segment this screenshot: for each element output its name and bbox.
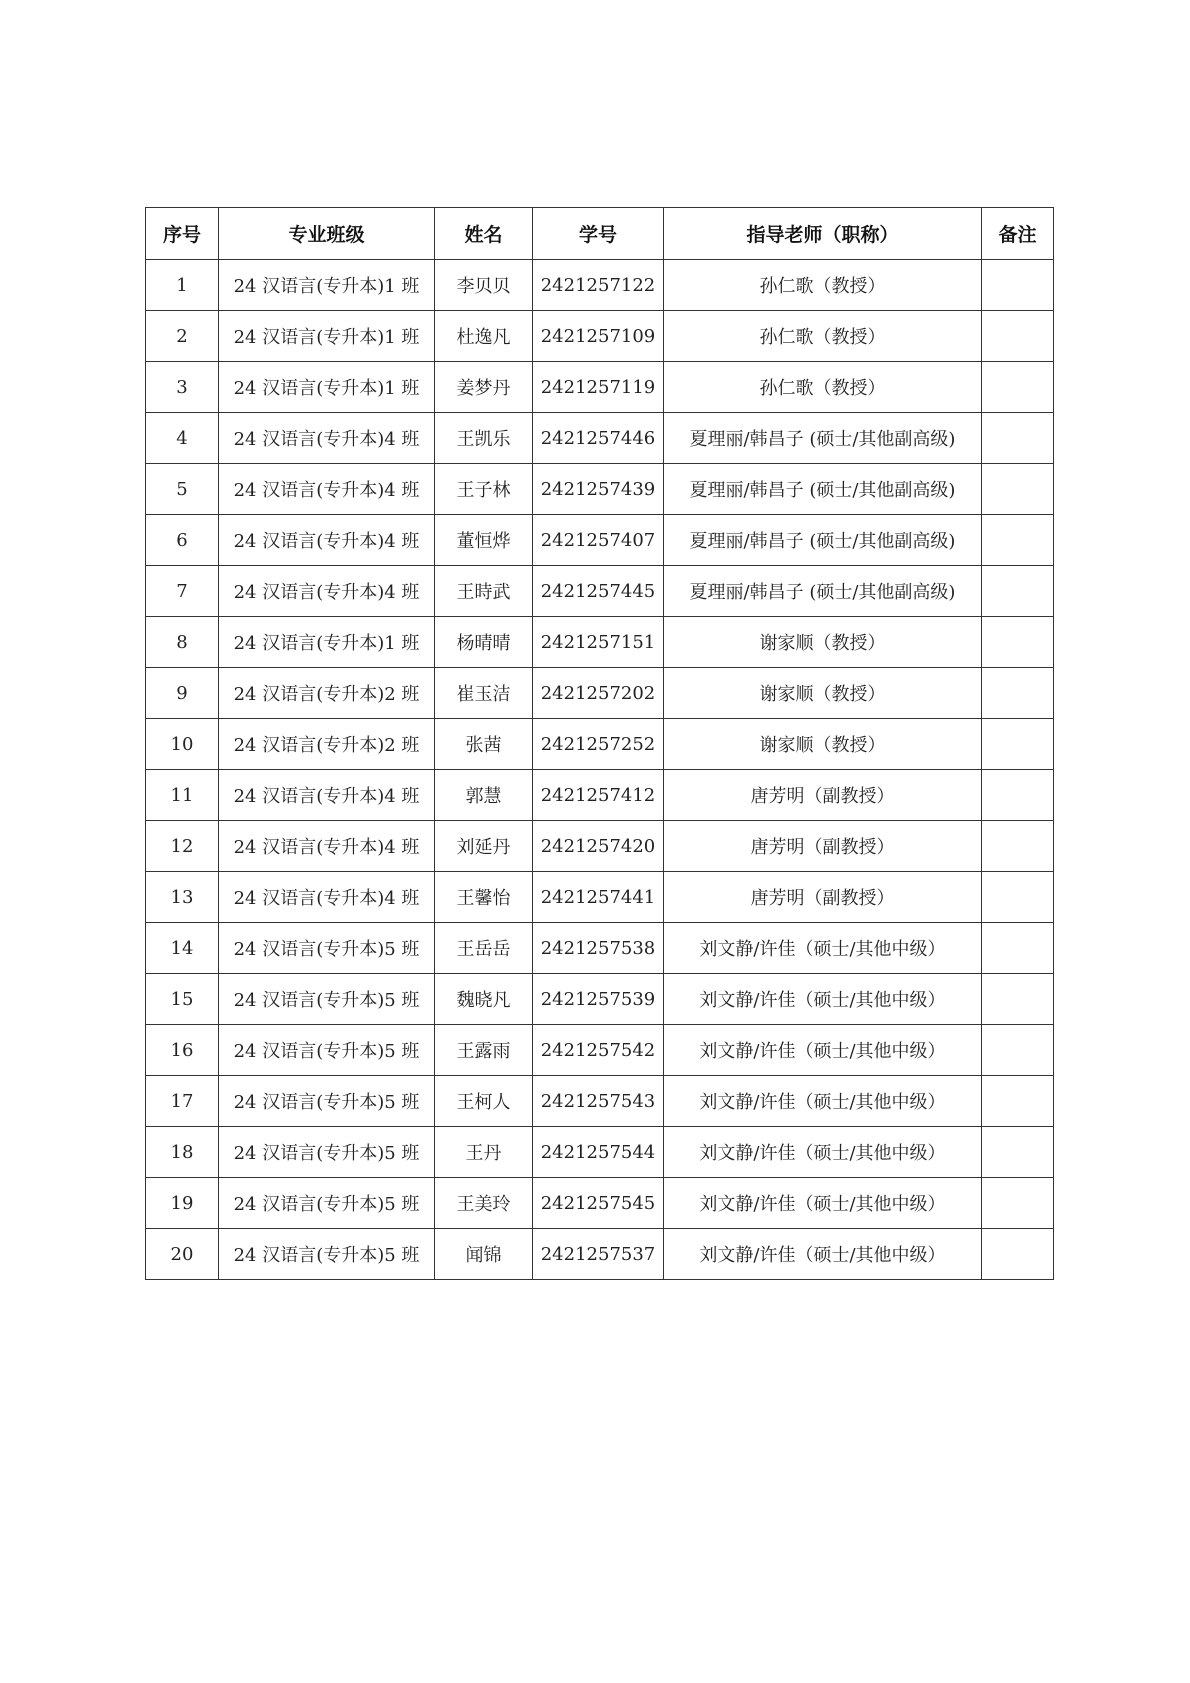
cell-class: 24 汉语言(专升本)5 班: [219, 1127, 435, 1178]
cell-name: 董恒烨: [435, 515, 533, 566]
cell-student-id: 2421257407: [533, 515, 664, 566]
cell-student-id: 2421257537: [533, 1229, 664, 1280]
cell-name: 王露雨: [435, 1025, 533, 1076]
student-advisor-table: [145, 207, 1054, 1280]
cell-note: [982, 923, 1054, 974]
cell-note: [982, 719, 1054, 770]
cell-student-id: 2421257420: [533, 821, 664, 872]
cell-class: 24 汉语言(专升本)5 班: [219, 1076, 435, 1127]
cell-name: 王岳岳: [435, 923, 533, 974]
cell-name: 姜梦丹: [435, 362, 533, 413]
cell-note: [982, 668, 1054, 719]
cell-teacher: 唐芳明（副教授）: [664, 770, 982, 821]
cell-name: 李贝贝: [435, 260, 533, 311]
cell-name: 王美玲: [435, 1178, 533, 1229]
cell-note: [982, 362, 1054, 413]
cell-teacher: 刘文静/许佳（硕士/其他中级）: [664, 923, 982, 974]
cell-name: 王凯乐: [435, 413, 533, 464]
cell-no: 13: [146, 872, 219, 923]
cell-student-id: 2421257109: [533, 311, 664, 362]
cell-no: 15: [146, 974, 219, 1025]
table-row: [146, 719, 1054, 770]
cell-note: [982, 311, 1054, 362]
table-row: [146, 1178, 1054, 1229]
cell-student-id: 2421257252: [533, 719, 664, 770]
table-row: [146, 362, 1054, 413]
cell-no: 7: [146, 566, 219, 617]
cell-teacher: 唐芳明（副教授）: [664, 821, 982, 872]
header-teacher: 指导老师（职称）: [664, 208, 982, 260]
cell-name: 杨晴晴: [435, 617, 533, 668]
cell-note: [982, 974, 1054, 1025]
cell-class: 24 汉语言(专升本)4 班: [219, 566, 435, 617]
cell-no: 6: [146, 515, 219, 566]
cell-teacher: 孙仁歌（教授）: [664, 260, 982, 311]
cell-name: 王柯人: [435, 1076, 533, 1127]
table-row: [146, 617, 1054, 668]
cell-note: [982, 1076, 1054, 1127]
cell-teacher: 刘文静/许佳（硕士/其他中级）: [664, 1229, 982, 1280]
cell-student-id: 2421257538: [533, 923, 664, 974]
header-note: 备注: [982, 208, 1054, 260]
cell-note: [982, 464, 1054, 515]
cell-name: 郭慧: [435, 770, 533, 821]
table-row: [146, 311, 1054, 362]
cell-class: 24 汉语言(专升本)4 班: [219, 821, 435, 872]
cell-no: 12: [146, 821, 219, 872]
cell-teacher: 刘文静/许佳（硕士/其他中级）: [664, 1025, 982, 1076]
cell-class: 24 汉语言(专升本)1 班: [219, 362, 435, 413]
cell-student-id: 2421257151: [533, 617, 664, 668]
table-row: [146, 464, 1054, 515]
cell-no: 2: [146, 311, 219, 362]
cell-note: [982, 413, 1054, 464]
cell-name: 杜逸凡: [435, 311, 533, 362]
cell-note: [982, 1178, 1054, 1229]
cell-class: 24 汉语言(专升本)4 班: [219, 770, 435, 821]
cell-teacher: 夏理丽/韩昌子 (硕士/其他副高级): [664, 566, 982, 617]
cell-student-id: 2421257445: [533, 566, 664, 617]
cell-class: 24 汉语言(专升本)1 班: [219, 617, 435, 668]
cell-class: 24 汉语言(专升本)2 班: [219, 668, 435, 719]
cell-note: [982, 566, 1054, 617]
table-row: [146, 1127, 1054, 1178]
table-row: [146, 413, 1054, 464]
cell-class: 24 汉语言(专升本)2 班: [219, 719, 435, 770]
cell-teacher: 孙仁歌（教授）: [664, 311, 982, 362]
cell-note: [982, 515, 1054, 566]
cell-no: 16: [146, 1025, 219, 1076]
table-row: [146, 923, 1054, 974]
cell-no: 4: [146, 413, 219, 464]
cell-name: 王子林: [435, 464, 533, 515]
cell-no: 10: [146, 719, 219, 770]
cell-student-id: 2421257446: [533, 413, 664, 464]
table-row: [146, 566, 1054, 617]
header-no: 序号: [146, 208, 219, 260]
cell-note: [982, 1229, 1054, 1280]
cell-no: 19: [146, 1178, 219, 1229]
header-name: 姓名: [435, 208, 533, 260]
cell-student-id: 2421257119: [533, 362, 664, 413]
cell-no: 11: [146, 770, 219, 821]
cell-name: 魏晓凡: [435, 974, 533, 1025]
cell-student-id: 2421257412: [533, 770, 664, 821]
cell-student-id: 2421257441: [533, 872, 664, 923]
cell-note: [982, 770, 1054, 821]
cell-no: 5: [146, 464, 219, 515]
cell-note: [982, 617, 1054, 668]
cell-teacher: 谢家顺（教授）: [664, 668, 982, 719]
cell-no: 18: [146, 1127, 219, 1178]
cell-name: 闻锦: [435, 1229, 533, 1280]
cell-class: 24 汉语言(专升本)5 班: [219, 974, 435, 1025]
cell-note: [982, 1127, 1054, 1178]
cell-no: 17: [146, 1076, 219, 1127]
cell-class: 24 汉语言(专升本)4 班: [219, 464, 435, 515]
cell-student-id: 2421257122: [533, 260, 664, 311]
cell-teacher: 夏理丽/韩昌子 (硕士/其他副高级): [664, 464, 982, 515]
cell-class: 24 汉语言(专升本)4 班: [219, 872, 435, 923]
cell-name: 王馨怡: [435, 872, 533, 923]
cell-name: 崔玉洁: [435, 668, 533, 719]
table-row: [146, 515, 1054, 566]
cell-teacher: 刘文静/许佳（硕士/其他中级）: [664, 1076, 982, 1127]
cell-class: 24 汉语言(专升本)1 班: [219, 311, 435, 362]
cell-student-id: 2421257539: [533, 974, 664, 1025]
cell-class: 24 汉语言(专升本)5 班: [219, 1025, 435, 1076]
table-row: [146, 1076, 1054, 1127]
table-body: [146, 260, 1054, 1280]
cell-name: 张茜: [435, 719, 533, 770]
cell-class: 24 汉语言(专升本)5 班: [219, 1229, 435, 1280]
cell-note: [982, 872, 1054, 923]
table-header-row: [146, 208, 1054, 260]
cell-name: 王丹: [435, 1127, 533, 1178]
cell-teacher: 刘文静/许佳（硕士/其他中级）: [664, 974, 982, 1025]
cell-class: 24 汉语言(专升本)4 班: [219, 515, 435, 566]
cell-student-id: 2421257202: [533, 668, 664, 719]
table-row: [146, 260, 1054, 311]
table-row: [146, 974, 1054, 1025]
cell-no: 1: [146, 260, 219, 311]
cell-student-id: 2421257543: [533, 1076, 664, 1127]
cell-no: 20: [146, 1229, 219, 1280]
cell-no: 9: [146, 668, 219, 719]
cell-no: 8: [146, 617, 219, 668]
cell-teacher: 孙仁歌（教授）: [664, 362, 982, 413]
cell-no: 3: [146, 362, 219, 413]
cell-teacher: 刘文静/许佳（硕士/其他中级）: [664, 1178, 982, 1229]
table-row: [146, 668, 1054, 719]
cell-teacher: 唐芳明（副教授）: [664, 872, 982, 923]
cell-class: 24 汉语言(专升本)5 班: [219, 1178, 435, 1229]
cell-student-id: 2421257542: [533, 1025, 664, 1076]
cell-teacher: 夏理丽/韩昌子 (硕士/其他副高级): [664, 515, 982, 566]
cell-student-id: 2421257545: [533, 1178, 664, 1229]
cell-teacher: 谢家顺（教授）: [664, 617, 982, 668]
table-row: [146, 821, 1054, 872]
table-row: [146, 1025, 1054, 1076]
cell-teacher: 夏理丽/韩昌子 (硕士/其他副高级): [664, 413, 982, 464]
cell-note: [982, 260, 1054, 311]
table-row: [146, 872, 1054, 923]
table-row: [146, 1229, 1054, 1280]
cell-student-id: 2421257439: [533, 464, 664, 515]
cell-class: 24 汉语言(专升本)4 班: [219, 413, 435, 464]
cell-student-id: 2421257544: [533, 1127, 664, 1178]
header-class: 专业班级: [219, 208, 435, 260]
cell-teacher: 刘文静/许佳（硕士/其他中级）: [664, 1127, 982, 1178]
cell-class: 24 汉语言(专升本)1 班: [219, 260, 435, 311]
cell-teacher: 谢家顺（教授）: [664, 719, 982, 770]
cell-name: 刘延丹: [435, 821, 533, 872]
table-row: [146, 770, 1054, 821]
cell-note: [982, 821, 1054, 872]
cell-note: [982, 1025, 1054, 1076]
header-student-id: 学号: [533, 208, 664, 260]
cell-class: 24 汉语言(专升本)5 班: [219, 923, 435, 974]
cell-no: 14: [146, 923, 219, 974]
cell-name: 王時武: [435, 566, 533, 617]
